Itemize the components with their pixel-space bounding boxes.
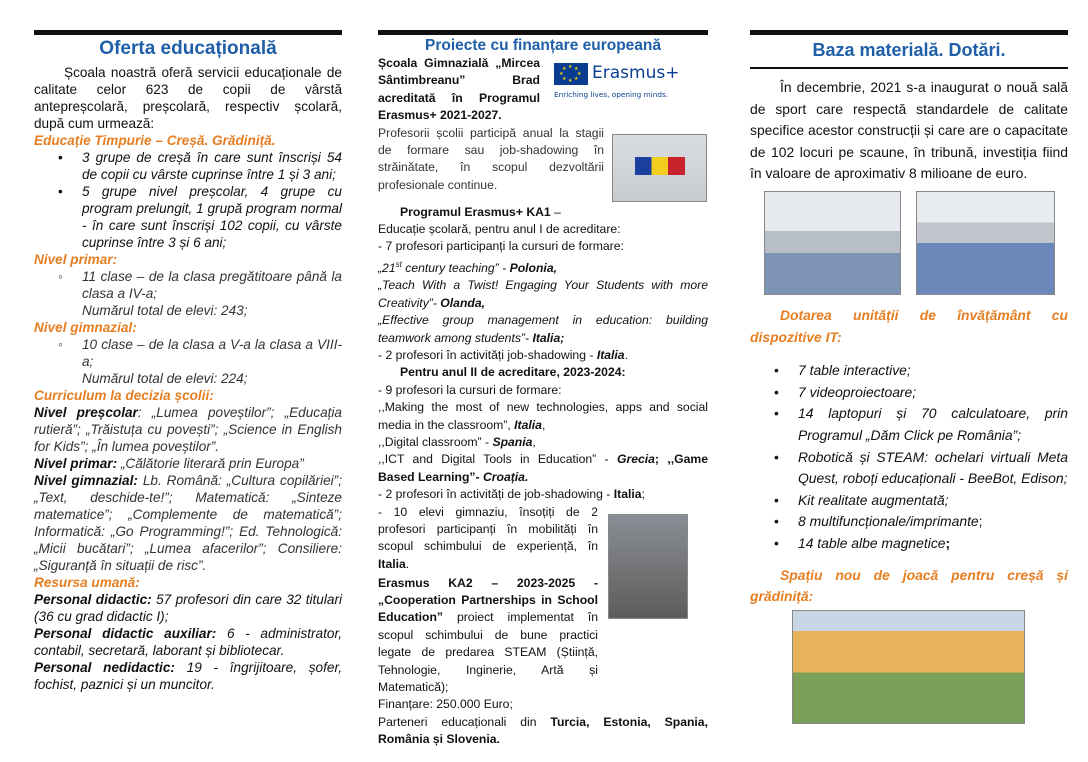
course-title: ,,Digital classroom” -: [378, 434, 493, 449]
course-title: „21: [378, 260, 396, 275]
erasmus-wordmark: Erasmus+: [592, 63, 680, 84]
sports-hall-photo-1: [764, 191, 901, 295]
course-country: Spania: [492, 434, 533, 449]
title-underline: [750, 67, 1068, 69]
course-country: Grecia: [616, 452, 655, 467]
curriculum-preschool: [34, 404, 342, 455]
section-title-offer: Oferta educațională: [99, 38, 277, 59]
list-item: [750, 533, 1068, 555]
curriculum-heading: Curriculum la decizia școlii:: [34, 388, 214, 403]
hr-auxiliary-text: 6 - administrator, contabil, secretară, laborant și bibliotecar.: [34, 626, 342, 658]
partners-line: [378, 714, 708, 749]
curriculum-preschool-text: : „Lumea poveștilor”; „Educația rutieră”; „Trăistuța cu povești”; „Science in English for Kids”; „În lumea poveștilor”.: [34, 405, 342, 454]
hr-teaching: [34, 591, 342, 625]
funding-line: Finanțare: 250.000 Euro;: [378, 697, 513, 712]
mobility-text: Profesorii școlii participă anual la stagii de formare sau job-shadowing în străinătate, în scopul dezvoltării profesionale continue.: [378, 125, 604, 192]
year2-course-1: [378, 399, 708, 434]
sports-hall-photo-2: [916, 191, 1055, 295]
column-educational-offer: [34, 30, 342, 693]
course-title: ,,ICT and Digital Tools in Education” -: [378, 452, 617, 467]
school-accreditation-row: [378, 55, 708, 125]
list-item: • 5 grupe nivel preșcolar, 4 grupe cu program prelungit, 1 grupă program normal - în care sunt înscriși 102 copii, cu vârste cuprinse între 3 și 6 ani;: [34, 183, 342, 251]
hr-teaching-label: Personal didactic:: [34, 592, 152, 607]
hr-auxiliary: [34, 625, 342, 659]
curriculum-primary: [34, 455, 342, 472]
list-item-text: 8 multifuncționale/imprimante: [798, 513, 979, 530]
list-item: • Kit realitate augmentată;: [750, 490, 1068, 512]
list-item: [750, 511, 1068, 533]
job-shadowing-country: Italia: [596, 347, 625, 362]
list-item: • Robotică și STEAM: ochelari virtuali Meta Quest, roboți educaționali - BeeBot, Edison;: [750, 447, 1068, 490]
erasmus-logo: [554, 63, 679, 103]
partners-countries: Turcia, Estonia, Spania, România și Slovenia.: [378, 714, 708, 747]
ka2-heading: Erasmus KA2 – 2023-2025 - „Cooperation Partnerships in School Education”: [378, 575, 598, 625]
course-title-rest: century teaching” -: [401, 260, 510, 275]
sports-hall-paragraph: În decembrie, 2021 s-a inaugurat o nouă sală de sport care respectă standardele de calitate specifice acestor construcții și care are o capacitate de 102 locuri pe scaune, în tribună, investiția fiind în valoare de aproximativ 8 milioane de euro.: [750, 79, 1068, 182]
list-item-end: ;: [978, 513, 983, 530]
ka2-paragraph: [378, 575, 598, 697]
curriculum-gymnasium-text: Lb. Română: „Cultura copilăriei”; „Text, deschide-te!”; Matematică: „Sinteze matematice”; „Complemente de matematică”; Informatică: „Go Programming!”; Ed. Tehnologică: „Micii bucătari”; „Lumea afacerilor”; Consiliere: „Siguranță în situații de risc”.: [34, 473, 342, 573]
list-item: [34, 336, 342, 387]
course-country: Italia: [514, 417, 542, 432]
primary-classes: 11 clase – de la clasa pregătitoare până la clasa a IV-a;: [82, 269, 342, 301]
it-equipment-heading: Dotarea unității de învățământ cu dispozitive IT:: [750, 306, 1068, 345]
year1-course-3: [378, 312, 708, 347]
ka2-text: proiect implementat în scopul schimbului de bune practici legate de predarea STEAM (Știință, Tehnologie, Inginerie, Artă și Matematică);: [378, 610, 598, 695]
sports-hall-photos: [750, 191, 1068, 295]
course-title: „Teach With a Twist! Engaging Your Students with more Creativity”-: [378, 278, 708, 310]
course-country: Italia;: [532, 330, 565, 345]
early-education-heading: Educație Timpurie – Creșă. Grădiniță.: [34, 133, 276, 148]
ka1-dash: –: [550, 204, 561, 219]
gymnasium-heading: Nivel gimnazial:: [34, 320, 137, 335]
job-shadowing-end: ;: [641, 487, 645, 502]
list-item: • 14 laptopuri și 70 calculatoare, prin Programul „Dăm Click pe România”;: [750, 403, 1068, 446]
partners-text: Parteneri educaționali din: [378, 714, 551, 729]
course-country-2: Croația.: [482, 469, 529, 484]
column-eu-projects: [378, 30, 708, 749]
primary-list: [34, 268, 342, 319]
primary-heading: Nivel primar:: [34, 252, 118, 267]
gymnasium-classes: 10 clase – de la clasa a V-a la clasa a VIII-a;: [82, 337, 342, 369]
human-resources-heading: Resursa umană:: [34, 575, 140, 590]
hr-teaching-text: 57 profesori din care 32 titulari (36 cu grad didactic I);: [34, 592, 342, 624]
curriculum-gymnasium-label: Nivel gimnazial:: [34, 473, 138, 488]
hr-non-teaching: [34, 659, 342, 693]
students-country: Italia: [378, 556, 406, 571]
curriculum-preschool-label: Nivel preșcolar: [34, 405, 138, 420]
school-accreditation-text: Școala Gimnazială „Mircea Sântimbreanu” Brad acreditată în Programul Erasmus+ 2021-2027.: [378, 56, 540, 123]
eu-flag-icon: ★ ★ ★ ★ ★ ★ ★ ★: [554, 63, 588, 85]
year2-courses: - 9 profesori la cursuri de formare:: [378, 382, 562, 397]
year2-job-shadowing: [378, 486, 708, 503]
year2-heading: Pentru anul II de acreditare, 2023-2024:: [400, 365, 626, 380]
primary-total: Numărul total de elevi: 243;: [82, 303, 248, 318]
year1-job-shadowing: [378, 347, 708, 364]
list-item: • 7 videoproiectoare;: [750, 382, 1068, 404]
course-country: Olanda,: [440, 295, 485, 310]
course-title: „Effective group management in education: building teamwork among students”-: [378, 313, 708, 345]
job-shadowing-end: .: [624, 347, 628, 362]
playground-photo: [792, 610, 1025, 724]
job-shadowing-text: - 2 profesori în activități job-shadowing -: [378, 347, 597, 362]
students-mobility-photo: [608, 514, 688, 619]
hr-auxiliary-label: Personal didactic auxiliar:: [34, 626, 217, 641]
course-title-2: ; ,,Game Based Learning”-: [378, 452, 708, 484]
early-education-list: [34, 149, 342, 251]
year2-students: [378, 504, 598, 574]
list-item-end: ;: [945, 534, 951, 551]
column-material-base: [750, 30, 1068, 724]
students-text: - 10 elevi gimnaziu, însoțiți de 2 profesori participanți în mobilități în scopul schimbului de experiență, în: [378, 504, 598, 554]
it-equipment-list: [750, 360, 1068, 554]
intro-paragraph: Școala noastră oferă servicii educaționale de calitate celor 623 de copii de vârstă antepreșcolară, preșcolară, respectiv școlară, după cum urmează:: [34, 65, 342, 131]
section-title-projects: Proiecte cu finanțare europeană: [424, 37, 662, 54]
students-end: .: [405, 556, 410, 571]
mobility-row: [378, 125, 708, 202]
list-item: [34, 268, 342, 319]
course-title: ,,Making the most of new technologies, apps and social media in the classroom”,: [378, 400, 708, 432]
erasmus-tagline: Enriching lives, opening minds.: [554, 90, 669, 99]
hr-non-teaching-text: 19 - îngrijitoare, șofer, fochist, paznici și un muncitor.: [34, 660, 342, 692]
job-shadowing-text: - 2 profesori în activități de job-shadowing -: [378, 487, 614, 502]
section-title-facilities: Baza materială. Dotări.: [812, 40, 1006, 60]
playground-heading: Spațiu nou de joacă pentru creșă și grădiniță:: [750, 566, 1068, 605]
year2-course-3: [378, 451, 708, 486]
list-item: • 3 grupe de creșă în care sunt înscriși 54 de copii cu vârste cuprinse între 1 și 3 ani;: [34, 149, 342, 183]
gymnasium-list: [34, 336, 342, 387]
teachers-flag-photo: [612, 134, 707, 202]
year1-courses: - 7 profesori participanți la cursuri de formare:: [378, 239, 624, 254]
course-end: ,: [532, 434, 536, 449]
year1-course-1: [378, 256, 708, 277]
hr-non-teaching-label: Personal nedidactic:: [34, 660, 175, 675]
column-top-rule: [750, 30, 1068, 35]
ka1-subheading: Educație școlară, pentru anul I de acreditare:: [378, 222, 621, 237]
course-country: Polonia,: [509, 260, 557, 275]
curriculum-primary-text: „Călătorie literară prin Europa”: [117, 456, 304, 471]
playground-photo-wrap: [750, 610, 1068, 724]
list-item: • 7 table interactive;: [750, 360, 1068, 382]
ka1-heading-line: [378, 204, 708, 221]
job-shadowing-country: Italia: [613, 487, 642, 502]
curriculum-primary-label: Nivel primar:: [34, 456, 118, 471]
column-top-rule: [378, 30, 708, 35]
curriculum-gymnasium: [34, 472, 342, 574]
column-top-rule: [34, 30, 342, 35]
gymnasium-total: Numărul total de elevi: 224;: [82, 371, 248, 386]
course-end: ,: [541, 417, 546, 432]
list-item-text: 14 table albe magnetice: [798, 534, 946, 551]
course-title-sup: st: [395, 259, 402, 269]
ka1-heading: Programul Erasmus+ KA1: [400, 204, 551, 219]
year2-course-2: [378, 434, 708, 451]
year1-course-2: [378, 277, 708, 312]
